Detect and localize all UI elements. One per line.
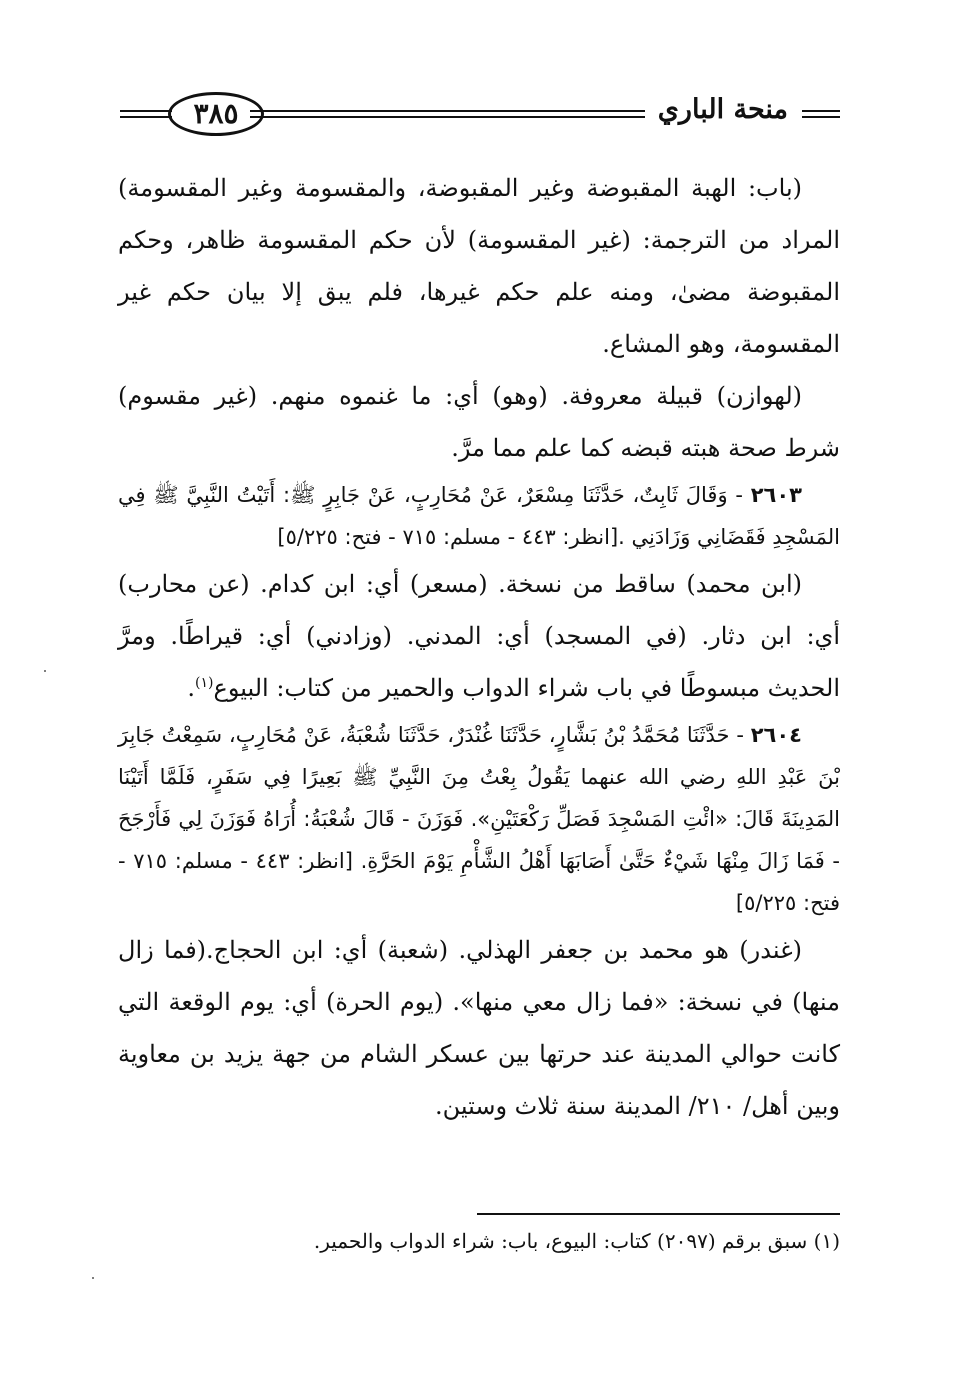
main-text — [118, 162, 840, 1132]
commentary-paragraph-2: (لهوازن) قبيلة معروفة. (وهو) أي: ما غنموه منهم. (غير مقسوم) شرط صحة هبته قبضه كما علم مما مرَّ. — [118, 382, 840, 462]
page-header — [120, 88, 840, 138]
commentary-paragraph-3 — [118, 558, 840, 714]
footnote: (١) سبق برقم (٢٠٩٧) كتاب: البيوع، باب: شراء الدواب والحمير. — [313, 1229, 840, 1253]
hadith-text: - وَقَالَ ثَابِتٌ، حَدَّثَنَا مِسْعَرٌ، عَنْ مُحَارِبٍ، عَنْ جَابِرٍ ﷺ: أَتَيْتُ النَّبِيَّ ﷺ فِي المَسْجِدِ فَقَضَانِي وَزَادَنِي .[انظر: ٤٤٣ - مسلم: ٧١٥ - فتح: ٥/٢٢٥] — [118, 483, 840, 549]
running-title: منحة الباري — [657, 94, 788, 125]
footnote-separator — [477, 1213, 840, 1215]
commentary-paragraph-4: (غندر) هو محمد بن جعفر الهذلي. (شعبة) أي: ابن الحجاج.(فما زال منها) في نسخة: «فما زال معي منها». (يوم الحرة) أي: يوم الوقعة التي كانت حوالي المدينة عند حرتها بين عسكر الشام من جهة يزيد بن معاوية وبين أهل/ ٢١٠/ المدينة سنة ثلاث وستين. — [118, 936, 840, 1120]
hadith-2603 — [118, 474, 840, 558]
header-rule-middle — [250, 110, 645, 118]
hadith-2604 — [118, 714, 840, 924]
hadith-number: ٢٦٠٤ — [750, 723, 802, 747]
page-number: ٣٨٥ — [168, 92, 264, 136]
header-rule-left — [120, 110, 172, 118]
hadith-text: - حَدَّثَنَا مُحَمَّدُ بْنُ بَشَّارٍ، حَدَّثَنَا غُنْدَرٌ، حَدَّثَنَا شُعْبَةُ، عَنْ مُحَارِبٍ، سَمِعْتُ جَابِرَ بْنَ عَبْدِ اللهِ رضي الله عنهما يَقُولُ بِعْتُ مِنَ النَّبِيِّ ﷺ بَعِيرًا فِي سَفَرٍ، فَلَمَّا أَتَيْنَا المَدِينَةَ قَالَ: «ائْتِ المَسْجِدَ فَصَلِّ رَكْعَتَيْنِ». فَوَزَنَ - قَالَ شُعْبَةُ: أُرَاهُ فَوَزَنَ لِي فَأَرْجَحَ - فَمَا زَالَ مِنْهَا شَيْءٌ حَتَّىٰ أَصَابَهَا أَهْلُ الشَّأْمِ يَوْمَ الحَرَّةِ. [انظر: ٤٤٣ - مسلم: ٧١٥ - فتح: ٥/٢٢٥] — [118, 723, 840, 915]
header-rule-right — [802, 110, 840, 118]
commentary-paragraph-1: (باب: الهبة المقبوضة وغير المقبوضة، والمقسومة وغير المقسومة) المراد من الترجمة: (غير المقسومة) لأن حكم المقسومة ظاهر، وحكم المقبوضة مضىٰ، ومنه علم حكم غيرها، فلم يبق إلا بيان حكم غير المقسومة، وهو المشاع. — [118, 174, 840, 358]
scan-speck — [44, 670, 46, 672]
footnote-reference[interactable]: (١) — [195, 675, 214, 691]
hadith-number: ٢٦٠٣ — [750, 483, 802, 507]
scan-speck — [92, 1277, 94, 1279]
commentary-end: . — [187, 674, 196, 702]
commentary-text: (ابن محمد) ساقط من نسخة. (مسعر) أي: ابن كدام. (عن محارب) أي: ابن دثار. (في المسجد) أي: المدني. (وزادني) أي: قيراطًا. ومرَّ الحديث مبسوطًا في باب شراء الدواب والحمير من كتاب: البيوع — [118, 570, 840, 702]
